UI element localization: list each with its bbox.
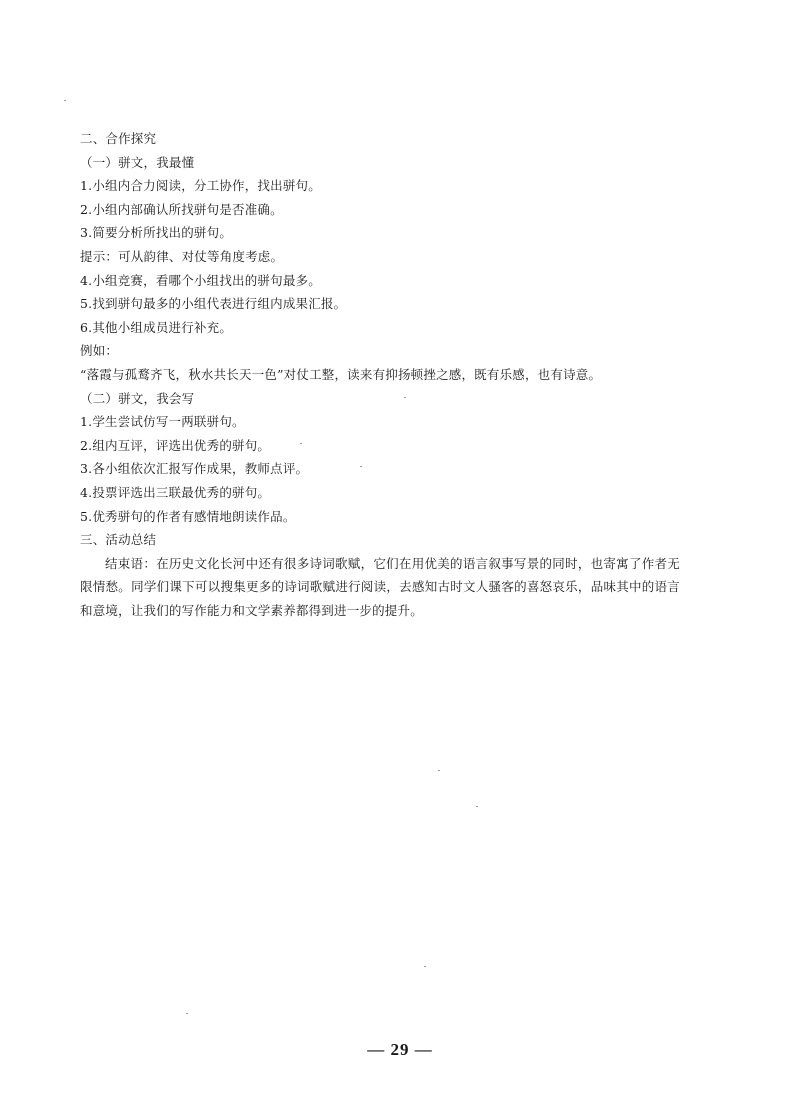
scan-speck [64, 100, 66, 101]
list-item: 3.简要分析所找出的骈句。 [80, 225, 233, 241]
list-item: 3.各小组依次汇报写作成果，教师点评。 [80, 461, 309, 477]
list-item: 4.投票评选出三联最优秀的骈句。 [80, 484, 271, 500]
scan-speck [438, 770, 440, 771]
list-item: 2.小组内部确认所找骈句是否准确。 [80, 201, 283, 217]
list-item: 1.学生尝试仿写一两联骈句。 [80, 414, 245, 430]
scan-speck [186, 1013, 188, 1014]
example-text: “落霞与孤鹜齐飞，秋水共长天一色”对仗工整，读来有抑扬顿挫之感，既有乐感，也有诗意。 [80, 366, 602, 382]
document-body [80, 127, 680, 622]
list-item: 2.组内互评，评选出优秀的骈句。 [80, 437, 271, 453]
closing-paragraph: 结束语：在历史文化长河中还有很多诗词歌赋，它们在用优美的语言叙事写景的同时，也寄寓了作者无限情愁。同学们课下可以搜集更多的诗词歌赋进行阅读，去感知古时文人骚客的喜怒哀乐，品味其中的语言和意境，让我们的写作能力和文学素养都得到进一步的提升。 [80, 555, 680, 618]
scan-speck [404, 397, 406, 398]
list-item: 4.小组竞赛，看哪个小组找出的骈句最多。 [80, 272, 321, 288]
scan-speck [300, 443, 302, 444]
list-item: 5.优秀骈句的作者有感情地朗读作品。 [80, 508, 296, 524]
hint-text: 提示：可从韵律、对仗等角度考虑。 [80, 248, 284, 264]
example-label: 例如： [80, 343, 119, 359]
list-item: 5.找到骈句最多的小组代表进行组内成果汇报。 [80, 296, 347, 312]
scan-speck [360, 466, 362, 467]
page-number: — 29 — [367, 1040, 433, 1059]
section-heading-summary: 三、活动总结 [80, 532, 157, 548]
subsection-heading-understand: （一）骈文，我最懂 [80, 154, 195, 170]
section-heading-cooperative-inquiry: 二、合作探究 [80, 131, 157, 146]
scan-speck [424, 966, 426, 967]
list-item: 6.其他小组成员进行补充。 [80, 319, 233, 335]
scan-speck [476, 806, 478, 807]
subsection-heading-write: （二）骈文，我会写 [80, 390, 195, 406]
list-item: 1.小组内合力阅读，分工协作，找出骈句。 [80, 178, 321, 194]
